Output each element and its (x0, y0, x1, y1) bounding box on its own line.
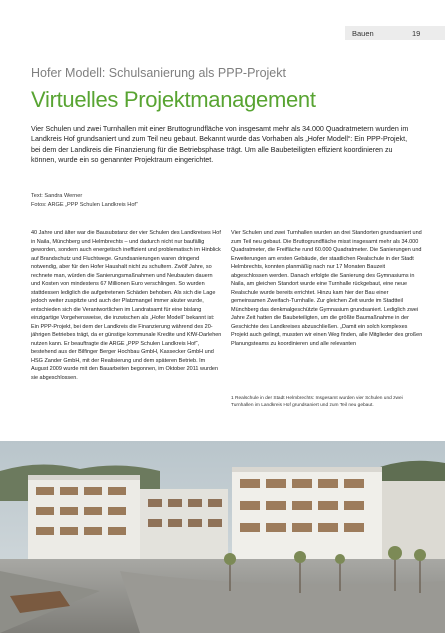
photo-caption: 1 Realschule in der Stadt Helmbrechts: Insgesamt wurden vier Schulen und zwei Turnhallen im Landkreis Hof grundsaniert und zum Teil neu gebaut. (231, 396, 403, 409)
page-number: 19 (412, 29, 421, 38)
body-column-2 (231, 229, 423, 348)
text-credit: Text: Sandra Werner (31, 193, 83, 199)
section-title: Bauen (352, 29, 374, 38)
article-headline: Virtuelles Projektmanagement (31, 87, 316, 112)
article-kicker: Hofer Modell: Schulsanierung als PPP-Projekt (31, 66, 286, 80)
article-credits (31, 192, 138, 209)
body-column-1 (31, 229, 223, 382)
article-lead: Vier Schulen und zwei Turnhallen mit einer Bruttogrundfläche von insgesamt mehr als 34.000 Quadratmetern wurden im Landkreis Hof grundsaniert und zum Teil neu gebaut. Bekannt wurde das Vorhaben als „Hofer Modell“: Ein PPP-Projekt, bei dem der Landkreis die Finanzierung für die Betriebsphase trägt. Um alle Baubeteiligten effizient koordinieren zu können, wurde ein so genannter Projektraum eingerichtet. (31, 125, 409, 164)
school-building-photo (0, 441, 445, 633)
body-paragraph: 40 Jahre und älter war die Bausubstanz der vier Schulen des Landkreises Hof in Naila, Münchberg und Helmbrechts – und dadurch nicht nur baufällig geworden, sondern auch energetisch ineffizient und problematisch im Hinblick auf Brandschutz und Fluchtwege. Grundsanierungen waren dringend notwendig, aber für den Hofer Haushalt nicht zu schultern. Zwölf Jahre, so rechnete man, würden die Sanierungsmaßnahmen und Neubauten dauern und Kosten von mindestens 67 Millionen Euro verschlingen. So wurden stattdessen lediglich die aufgetretenen Schäden behoben. Als sich die Lage jedoch weiter zuspitzte und auch der Platzmangel immer akuter wurde, entschieden sich die Verantwortlichen im Landratsamt für eine bislang einzigartige Vorgehensweise, die inzwischen als „Hofer Modell“ bekannt ist: Ein PPP-Projekt, bei dem der Landkreis die Finanzierung während des 20-jährigen Betriebes trägt, da er günstige kommunale Kredite und KfW-Darlehen nutzen kann. Er beauftragte die ARGE „PPP Schulen Landkreis Hof“, bestehend aus der Bilfinger Berger Hochbau GmbH, Kassecker GmbH und HSG Zander GmbH, mit der Realisierung und dem späteren Betrieb. Im August 2009 wurde mit den Bauarbeiten begonnen, im Oktober 2011 wurden sie abgeschlossen. (31, 230, 222, 381)
body-paragraph: Vier Schulen und zwei Turnhallen wurden an drei Standorten grundsaniert und zum Teil neu gebaut. Die Bruttogrundfläche misst insgesamt mehr als 34.000 Quadratmeter, die Freifläche rund 60.000 Quadratmeter. Die Sanierungen und Erweiterungen am ersten Gebäude, der staatlichen Realschule in der Stadt Helmbrechts, konnten planmäßig nach nur 17 Monaten Bauzeit abgeschlossen werden. Danach erfolgte die Sanierung des Gymnasiums in Naila, am gleichen Standort wurde eine Turnhalle rückgebaut, eine neue Realschule wurde bereits errichtet. Hinzu kam hier der Bau einer gemeinsamen Zweifach-Turnhalle. Zur gleichen Zeit wurde im Stadtteil Münchberg das denkmalgeschützte Gymnasium grundsaniert. Lediglich zwei Jahre Zeit hatten die Baubeteiligten, um die größte Baumaßnahme in der Geschichte des Landkreises abzuschließen. „Damit ein solch komplexes Projekt auch gelingt, mussten wir einen Weg finden, alle Mitglieder des großen Planungsteams zu koordinieren und alle relevanten (231, 230, 423, 347)
photo-credit: Fotos: ARGE „PPP Schulen Landkreis Hof“ (31, 201, 138, 208)
